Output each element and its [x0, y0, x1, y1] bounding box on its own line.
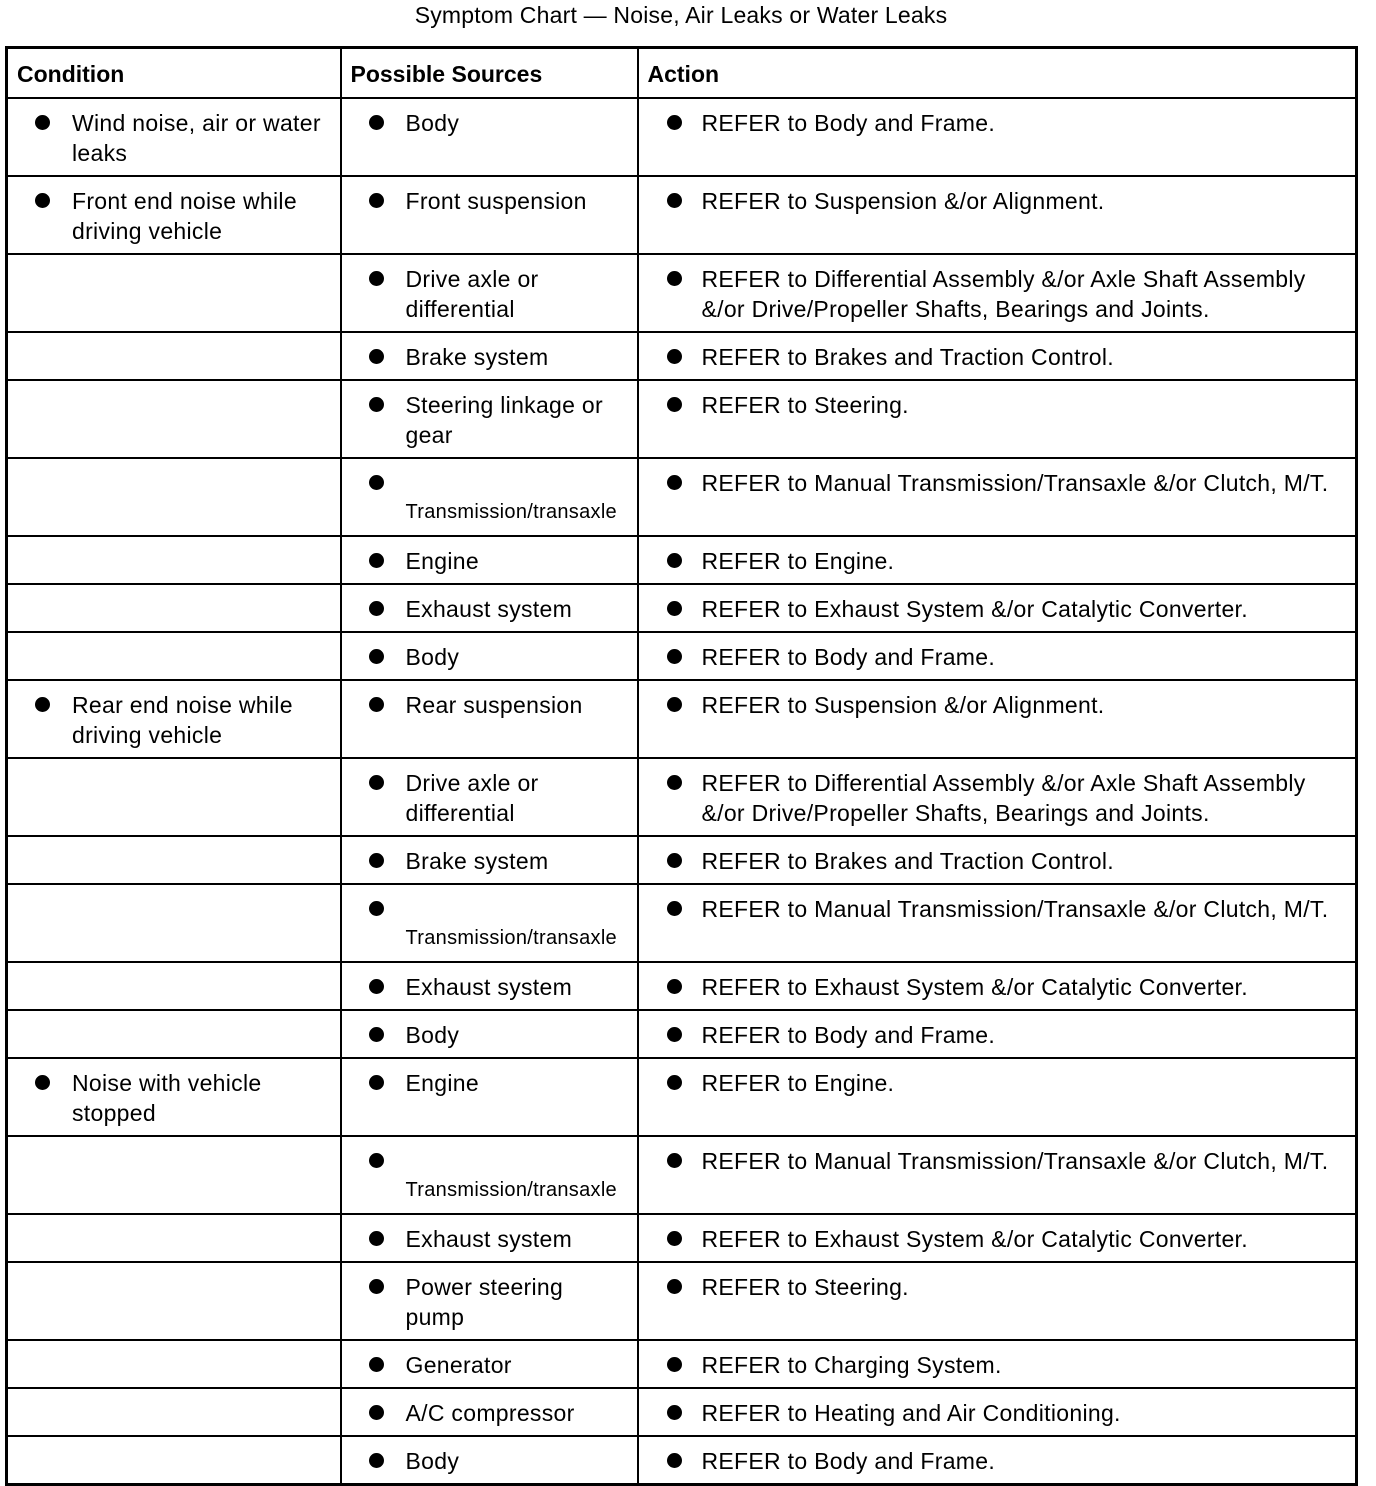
source-cell [341, 1136, 638, 1214]
bullet-icon [35, 193, 50, 208]
action-text: REFER to Engine. [701, 1070, 895, 1096]
bullet-icon [667, 397, 682, 412]
action-cell [638, 254, 1357, 332]
source-cell [341, 380, 638, 458]
bullet-icon [667, 349, 682, 364]
table-row [7, 1214, 1357, 1262]
condition-cell [7, 632, 341, 680]
table-row [7, 380, 1357, 458]
source-text: Transmission/transaxle [405, 1179, 617, 1201]
source-cell [341, 836, 638, 884]
condition-cell [7, 884, 341, 962]
bullet-icon [369, 979, 384, 994]
action-cell [638, 1340, 1357, 1388]
action-text: REFER to Body and Frame. [701, 1448, 996, 1474]
bullet-icon [667, 271, 682, 286]
action-cell [638, 1136, 1357, 1214]
bullet-icon [667, 1027, 682, 1042]
table-row [7, 962, 1357, 1010]
table-row [7, 1388, 1357, 1436]
source-text: Power steering pump [405, 1274, 564, 1330]
header-action: Action [638, 48, 1357, 99]
source-cell [341, 332, 638, 380]
source-cell [341, 254, 638, 332]
source-cell [341, 758, 638, 836]
action-cell [638, 884, 1357, 962]
table-row [7, 332, 1357, 380]
source-cell [341, 584, 638, 632]
condition-text: Front end noise while driving vehicle [72, 188, 297, 244]
table-row [7, 836, 1357, 884]
bullet-icon [369, 193, 384, 208]
bullet-icon [369, 601, 384, 616]
bullet-icon [667, 1405, 682, 1420]
bullet-icon [369, 271, 384, 286]
action-text: REFER to Exhaust System &/or Catalytic Converter. [701, 596, 1248, 622]
action-text: REFER to Brakes and Traction Control. [701, 848, 1114, 874]
action-cell [638, 98, 1357, 176]
action-cell [638, 584, 1357, 632]
action-text: REFER to Body and Frame. [701, 1022, 996, 1048]
table-row [7, 680, 1357, 758]
action-cell [638, 380, 1357, 458]
action-cell [638, 332, 1357, 380]
table-row [7, 98, 1357, 176]
action-text: REFER to Charging System. [701, 1352, 1002, 1378]
bullet-icon [667, 1075, 682, 1090]
bullet-icon [369, 1027, 384, 1042]
source-cell [341, 1262, 638, 1340]
condition-cell [7, 962, 341, 1010]
action-cell [638, 1388, 1357, 1436]
action-text: REFER to Brakes and Traction Control. [701, 344, 1114, 370]
bullet-icon [369, 397, 384, 412]
source-cell [341, 962, 638, 1010]
source-cell [341, 1214, 638, 1262]
table-row [7, 176, 1357, 254]
condition-cell [7, 458, 341, 536]
bullet-icon [369, 649, 384, 664]
source-text: Rear suspension [405, 692, 583, 718]
bullet-icon [667, 901, 682, 916]
chart-title: Symptom Chart — Noise, Air Leaks or Water Leaks [414, 2, 948, 28]
source-cell [341, 458, 638, 536]
source-text: Engine [405, 1070, 479, 1096]
condition-cell [7, 680, 341, 758]
bullet-icon [35, 115, 50, 130]
source-text: Brake system [405, 848, 549, 874]
source-cell [341, 176, 638, 254]
condition-cell [7, 536, 341, 584]
source-text: Body [405, 110, 460, 136]
bullet-icon [369, 853, 384, 868]
action-cell [638, 176, 1357, 254]
bullet-icon [369, 1357, 384, 1372]
condition-cell [7, 332, 341, 380]
condition-cell [7, 1010, 341, 1058]
source-cell [341, 1058, 638, 1136]
header-row [7, 48, 1357, 99]
source-cell [341, 680, 638, 758]
action-text: REFER to Body and Frame. [701, 644, 996, 670]
bullet-icon [667, 697, 682, 712]
source-cell [341, 1388, 638, 1436]
symptom-table [5, 46, 1358, 1486]
table-row [7, 1436, 1357, 1484]
condition-cell [7, 584, 341, 632]
header-possible-sources: Possible Sources [341, 48, 638, 99]
bullet-icon [667, 649, 682, 664]
action-text: REFER to Differential Assembly &/or Axle Shaft Assembly &/or Drive/Propeller Shafts, Bearings and Joints. [701, 770, 1306, 826]
bullet-icon [369, 775, 384, 790]
table-row [7, 632, 1357, 680]
source-text: Exhaust system [405, 1226, 573, 1252]
action-cell [638, 458, 1357, 536]
bullet-icon [369, 115, 384, 130]
bullet-icon [667, 553, 682, 568]
header-condition: Condition [7, 48, 341, 99]
source-text: Generator [405, 1352, 512, 1378]
table-row [7, 1058, 1357, 1136]
action-text: REFER to Steering. [701, 1274, 909, 1300]
action-text: REFER to Manual Transmission/Transaxle &/or Clutch, M/T. [701, 1148, 1329, 1174]
table-row [7, 1136, 1357, 1214]
action-text: REFER to Manual Transmission/Transaxle &/or Clutch, M/T. [701, 470, 1329, 496]
bullet-icon [369, 553, 384, 568]
action-cell [638, 536, 1357, 584]
source-text: Exhaust system [405, 596, 573, 622]
condition-text: Rear end noise while driving vehicle [72, 692, 293, 748]
action-cell [638, 758, 1357, 836]
source-cell [341, 632, 638, 680]
source-text: Brake system [405, 344, 549, 370]
source-text: Front suspension [405, 188, 587, 214]
source-text: Transmission/transaxle [405, 501, 617, 523]
action-text: REFER to Body and Frame. [701, 110, 996, 136]
bullet-icon [667, 1279, 682, 1294]
action-text: REFER to Exhaust System &/or Catalytic Converter. [701, 974, 1248, 1000]
action-text: REFER to Differential Assembly &/or Axle Shaft Assembly &/or Drive/Propeller Shafts, Bearings and Joints. [701, 266, 1306, 322]
source-text: Body [405, 1448, 460, 1474]
table-row [7, 584, 1357, 632]
table-row [7, 1010, 1357, 1058]
bullet-icon [667, 775, 682, 790]
source-cell [341, 1436, 638, 1484]
table-row [7, 1262, 1357, 1340]
bullet-icon [369, 697, 384, 712]
action-cell [638, 1214, 1357, 1262]
action-text: REFER to Suspension &/or Alignment. [701, 692, 1105, 718]
action-cell [638, 962, 1357, 1010]
action-cell [638, 1058, 1357, 1136]
table-row [7, 458, 1357, 536]
bullet-icon [369, 1405, 384, 1420]
bullet-icon [667, 1153, 682, 1168]
source-text: Transmission/transaxle [405, 927, 617, 949]
action-cell [638, 680, 1357, 758]
condition-cell [7, 1436, 341, 1484]
source-text: Drive axle or differential [405, 266, 539, 322]
bullet-icon [369, 1231, 384, 1246]
bullet-icon [369, 1153, 384, 1168]
action-text: REFER to Steering. [701, 392, 909, 418]
source-cell [341, 536, 638, 584]
source-text: Body [405, 1022, 460, 1048]
bullet-icon [369, 475, 384, 490]
source-text: A/C compressor [405, 1400, 575, 1426]
bullet-icon [369, 1453, 384, 1468]
table-row [7, 254, 1357, 332]
bullet-icon [369, 1279, 384, 1294]
condition-cell [7, 1136, 341, 1214]
action-text: REFER to Suspension &/or Alignment. [701, 188, 1105, 214]
condition-cell [7, 758, 341, 836]
action-cell [638, 1262, 1357, 1340]
bullet-icon [667, 1357, 682, 1372]
source-cell [341, 98, 638, 176]
table-row [7, 1340, 1357, 1388]
action-text: REFER to Heating and Air Conditioning. [701, 1400, 1121, 1426]
action-cell [638, 1010, 1357, 1058]
table-row [7, 758, 1357, 836]
source-text: Body [405, 644, 460, 670]
condition-text: Wind noise, air or water leaks [72, 110, 321, 166]
condition-cell [7, 1214, 341, 1262]
bullet-icon [369, 1075, 384, 1090]
condition-text: Noise with vehicle stopped [72, 1070, 262, 1126]
source-text: Steering linkage or gear [405, 392, 603, 448]
condition-cell [7, 1058, 341, 1136]
bullet-icon [667, 1231, 682, 1246]
action-cell [638, 836, 1357, 884]
condition-cell [7, 380, 341, 458]
action-text: REFER to Manual Transmission/Transaxle &/or Clutch, M/T. [701, 896, 1329, 922]
source-text: Exhaust system [405, 974, 573, 1000]
condition-cell [7, 176, 341, 254]
table-row [7, 884, 1357, 962]
table-row [7, 536, 1357, 584]
condition-cell [7, 98, 341, 176]
condition-cell [7, 1262, 341, 1340]
bullet-icon [667, 115, 682, 130]
table-body [7, 98, 1357, 1484]
bullet-icon [35, 697, 50, 712]
bullet-icon [667, 475, 682, 490]
source-text: Engine [405, 548, 479, 574]
source-cell [341, 884, 638, 962]
action-text: REFER to Exhaust System &/or Catalytic Converter. [701, 1226, 1248, 1252]
bullet-icon [667, 601, 682, 616]
bullet-icon [667, 1453, 682, 1468]
condition-cell [7, 1388, 341, 1436]
source-text: Drive axle or differential [405, 770, 539, 826]
action-cell [638, 632, 1357, 680]
bullet-icon [369, 349, 384, 364]
bullet-icon [667, 979, 682, 994]
condition-cell [7, 254, 341, 332]
condition-cell [7, 1340, 341, 1388]
condition-cell [7, 836, 341, 884]
bullet-icon [369, 901, 384, 916]
bullet-icon [35, 1075, 50, 1090]
bullet-icon [667, 853, 682, 868]
action-cell [638, 1436, 1357, 1484]
source-cell [341, 1010, 638, 1058]
action-text: REFER to Engine. [701, 548, 895, 574]
bullet-icon [667, 193, 682, 208]
source-cell [341, 1340, 638, 1388]
